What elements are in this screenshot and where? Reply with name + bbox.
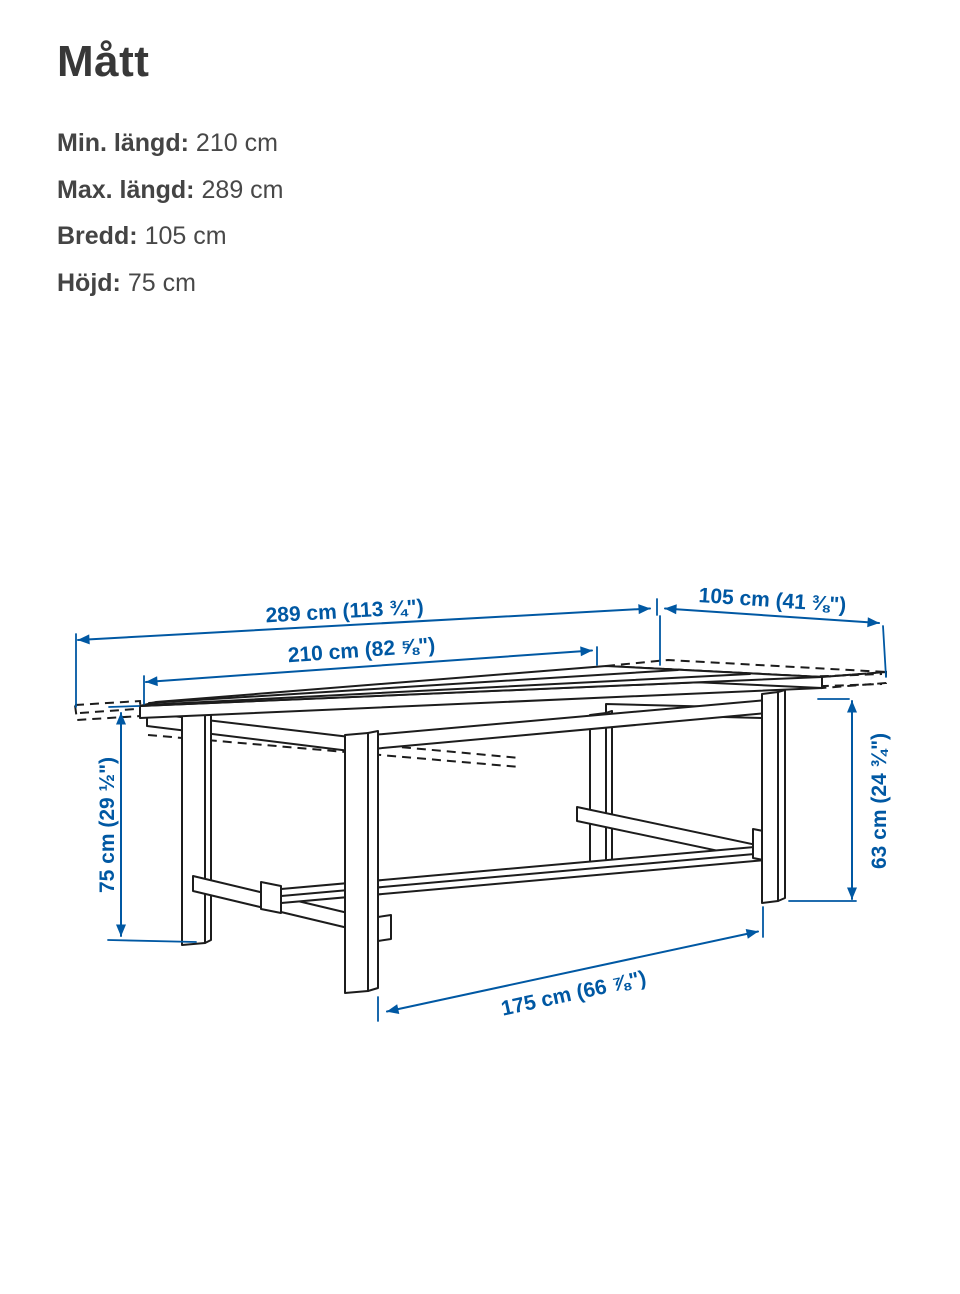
page-title: Mått xyxy=(57,37,150,86)
spec-row-min-length xyxy=(57,120,960,167)
spec-value: 289 cm xyxy=(201,175,284,204)
table-leg-back-left xyxy=(182,712,211,945)
table-leg-back-right xyxy=(590,711,612,872)
dimensions-section xyxy=(0,0,960,306)
dimension-diagram xyxy=(0,530,960,1090)
table-drawing xyxy=(140,666,822,993)
spec-label: Min. längd: xyxy=(57,129,189,157)
apron-left-end xyxy=(147,713,350,751)
apron-front xyxy=(350,700,767,751)
dimension-label-width: 105 cm (41 ⅜") xyxy=(697,584,847,618)
spec-row-max-length xyxy=(57,167,960,214)
dimension-label-height: 75 cm (29 ½") xyxy=(96,756,119,894)
dimension-label-apron-height: 63 cm (24 ¾") xyxy=(868,732,891,870)
dimension-label-min-length: 210 cm (82 ⅝") xyxy=(287,633,437,668)
spec-row-width xyxy=(57,213,960,260)
table-leg-front-right xyxy=(762,690,785,903)
spec-label: Höjd: xyxy=(57,268,121,297)
spec-value: 210 cm xyxy=(195,129,278,157)
table-leg-front-left xyxy=(345,731,391,993)
extension-leaf-left xyxy=(75,701,141,720)
dimension-label-leg-distance: 175 cm (66 ⅞") xyxy=(499,966,649,1021)
spec-label: Bredd: xyxy=(57,222,138,250)
spec-row-height xyxy=(57,260,960,307)
spec-value: 75 cm xyxy=(127,268,196,297)
spec-label: Max. längd: xyxy=(57,175,195,204)
spec-value: 105 cm xyxy=(144,222,227,250)
spec-list xyxy=(57,120,960,306)
dimension-label-max-length: 289 cm (113 ¾") xyxy=(265,595,425,628)
table-dimension-drawing xyxy=(0,530,960,1090)
stretcher-tenon-left xyxy=(261,882,281,913)
